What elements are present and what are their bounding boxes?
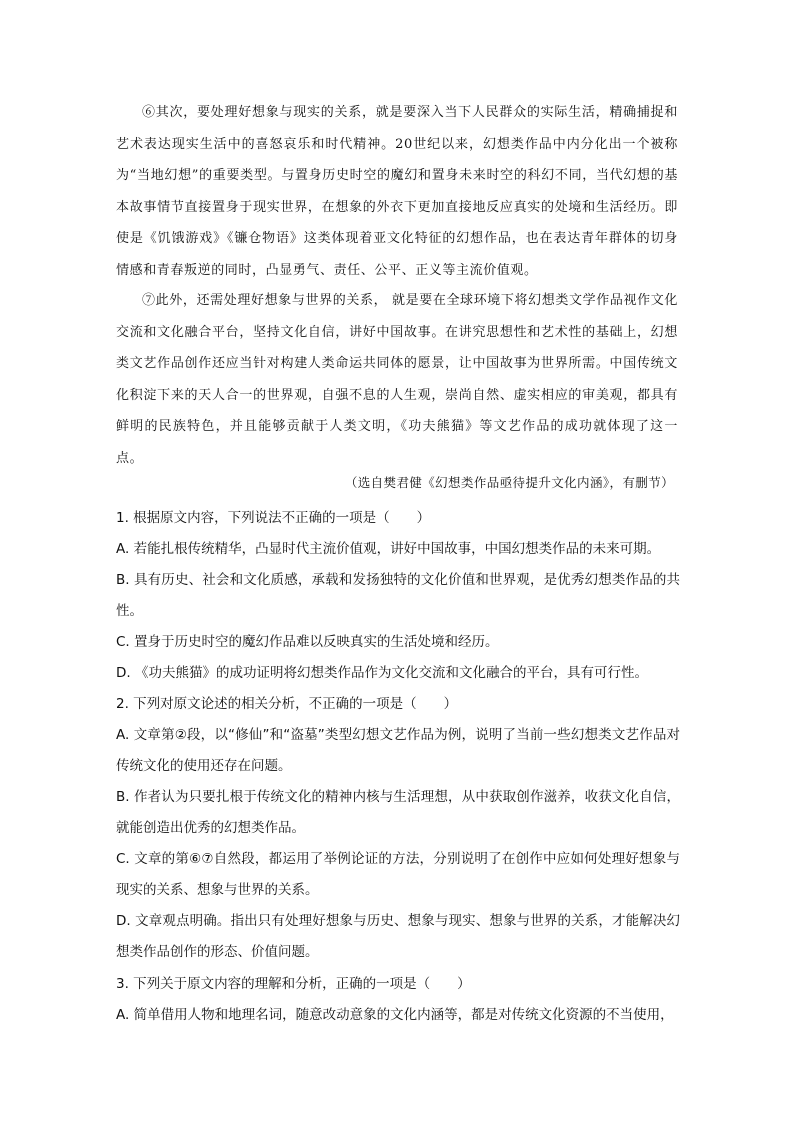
question-1 [116,503,680,689]
option-a: A. 文章第②段，以“修仙”和“盗墓”类型幻想文艺作品为例，说明了当前一些幻想类文艺作品对传统文化的使用还存在问题。 [116,727,680,774]
option-c: C. 置身于历史时空的魔幻作品难以反映真实的生活处境和经历。 [116,634,499,650]
passage-source-citation: （选自樊君健《幻想类作品亟待提升文化内涵》，有删节） [344,475,674,490]
question-stem: 1. 根据原文内容，下列说法不正确的一项是（ ） [116,510,431,526]
option-a: A. 简单借用人物和地理名词，随意改动意象的文化内涵等，都是对传统文化资源的不当使用， [116,1007,674,1023]
passage-paragraph-7: ⑦此外，还需处理好想象与世界的关系， 就是要在全球环境下将幻想类文学作品视作文化交流和文化融合平台，坚持文化自信，讲好中国故事。在讲究思想性和艺术性的基础上，幻想类文艺作品创作还应当针对构建人类命运共同体的愿景，让中国故事为世界所需。中国传统文化积淀下来的天人合一的世界观，自强不息的人生观，崇尚自然、虚实相应的审美观，都具有鲜明的民族特色，并且能够贡献于人类文明，《功夫熊猫》等文艺作品的成功就体现了这一点。 [116,293,678,466]
option-d: D. 《功夫熊猫》的成功证明将幻想类作品作为文化交流和文化融合的平台，具有可行性。 [116,665,648,681]
question-stem: 2. 下列对原文论述的相关分析，不正确的一项是（ ） [116,696,458,712]
question-3 [116,969,680,1031]
option-a: A. 若能扎根传统精华，凸显时代主流价值观，讲好中国故事，中国幻想类作品的未来可期。 [116,541,661,557]
question-2 [116,689,680,968]
question-stem: 3. 下列关于原文内容的理解和分析，正确的一项是（ ） [116,976,471,992]
option-b: B. 作者认为只要扎根于传统文化的精神内核与生活理想，从中获取创作滋养，收获文化自信，就能创造出优秀的幻想类作品。 [116,789,680,836]
option-d: D. 文章观点明确。指出只有处理好想象与历史、想象与现实、想象与世界的关系，才能解决幻想类作品创作的形态、价值问题。 [116,913,680,960]
passage-paragraph-6: ⑥其次，要处理好想象与现实的关系，就是要深入当下人民群众的实际生活，精确捕捉和艺术表达现实生活中的喜怒哀乐和时代精神。20世纪以来，幻想类作品中内分化出一个被称为“当地幻想”的重要类型。与置身历史时空的魔幻和置身未来时空的科幻不同，当代幻想的基本故事情节直接置身于现实世界，在想象的外衣下更加直接地反应真实的处境和生活经历。即使是《饥饿游戏》《镰仓物语》这类体现着亚文化特征的幻想作品，也在表达青年群体的切身情感和青春叛逆的同时，凸显勇气、责任、公平、正义等主流价值观。 [116,105,678,278]
option-b: B. 具有历史、社会和文化质感，承载和发扬独特的文化价值和世界观，是优秀幻想类作品的共性。 [116,572,680,619]
option-c: C. 文章的第⑥⑦自然段，都运用了举例论证的方法，分别说明了在创作中应如何处理好想象与现实的关系、想象与世界的关系。 [116,851,680,898]
